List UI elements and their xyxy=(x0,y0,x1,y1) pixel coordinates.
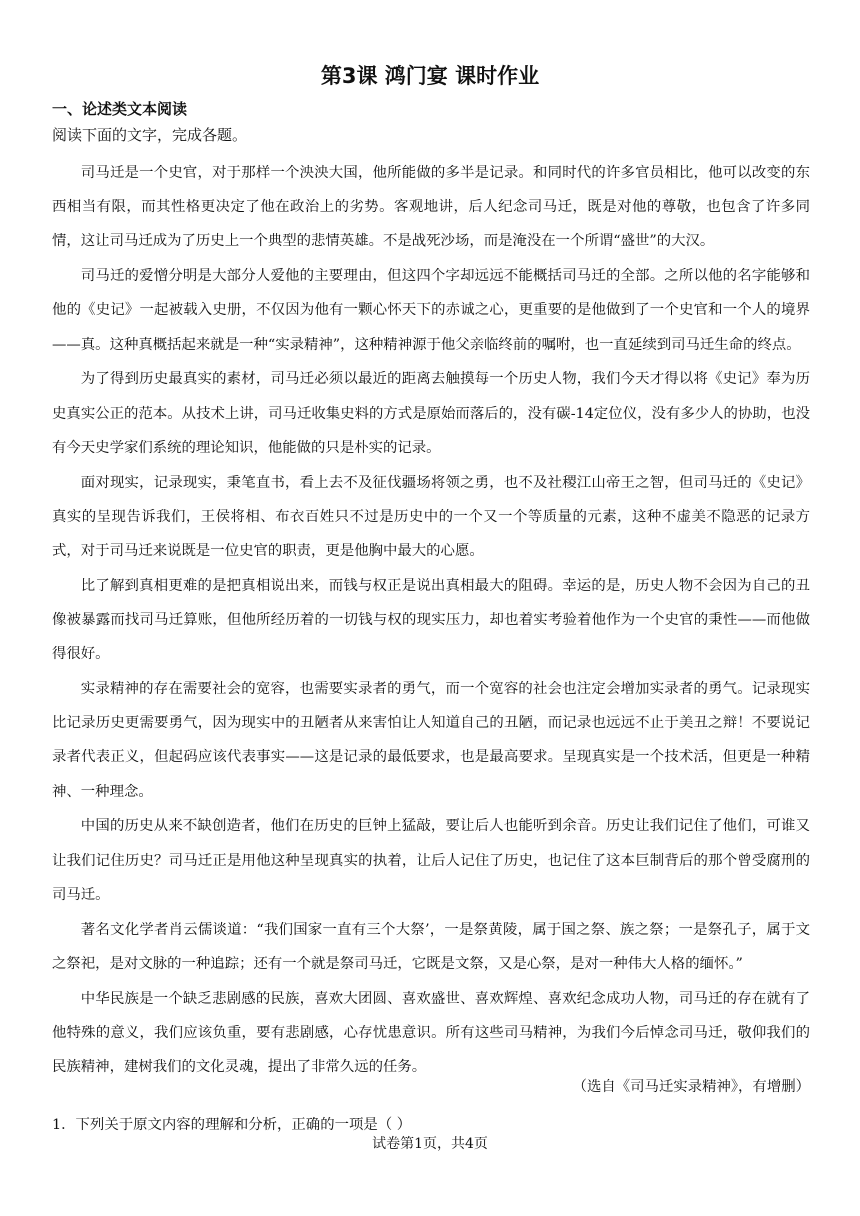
passage-paragraph: 面对现实，记录现实，秉笔直书，看上去不及征伐疆场将领之勇，也不及社稷江山帝王之智，但司马迁的《史记》真实的呈现告诉我们，王侯将相、布衣百姓只不过是历史中的一个又一个等质量的元素，这种不虚美不隐恶的记录方式，对于司马迁来说既是一位史官的职责，更是他胸中最大的心愿。 xyxy=(52,474,810,560)
passage-paragraph: 实录精神的存在需要社会的宽容，也需要实录者的勇气，而一个宽容的社会也注定会增加实录者的勇气。记录现实比记录历史更需要勇气，因为现实中的丑陋者从来害怕让人知道自己的丑陋，而记录也远远不止于美丑之辩！不要说记录者代表正义，但起码应该代表事实——这是记录的最低要求，也是最高要求。呈现真实是一个技术活，但更是一种精神、一种理念。 xyxy=(52,681,810,800)
passage-paragraph: 为了得到历史最真实的素材，司马迁必须以最近的距离去触摸每一个历史人物，我们今天才得以将《史记》奉为历史真实公正的范本。从技术上讲，司马迁收集史料的方式是原始而落后的，没有碳-14定位仪，没有多少人的协助，也没有今天史学家们系统的理论知识，他能做的只是朴实的记录。 xyxy=(52,371,810,456)
passage-paragraph: 中华民族是一个缺乏悲剧感的民族，喜欢大团圆、喜欢盛世、喜欢辉煌、喜欢纪念成功人物，司马迁的存在就有了他特殊的意义，我们应该负重，要有悲剧感，心存忧患意识。所有这些司马精神，为我们今后悼念司马迁，敬仰我们的民族精神，建树我们的文化灵魂，提出了非常久远的任务。 xyxy=(52,990,810,1076)
source-note: （选自《司马迁实录精神》，有增删） xyxy=(572,1079,810,1095)
question-1: 1．下列关于原文内容的理解和分析，正确的一项是（ ） xyxy=(52,1117,412,1133)
passage-paragraph: 中国的历史从来不缺创造者，他们在历史的巨钟上猛敲，要让后人也能听到余音。历史让我们记住了他们，可谁又让我们记住历史？司马迁正是用他这种呈现真实的执着，让后人记住了历史，也记住了这本巨制背后的那个曾受腐刑的司马迁。 xyxy=(52,818,810,903)
passage-paragraph: 司马迁的爱憎分明是大部分人爱他的主要理由，但这四个字却远远不能概括司马迁的全部。之所以他的名字能够和他的《史记》一起被载入史册，不仅因为他有一颗心怀天下的赤诚之心，更重要的是他做到了一个史官和一个人的境界——真。这种真概括起来就是一种“实录精神”，这种精神源于他父亲临终前的嘱咐，也一直延续到司马迁生命的终点。 xyxy=(52,268,810,353)
reading-passage xyxy=(52,156,810,1085)
passage-paragraph: 著名文化学者肖云儒谈道：“我们国家一直有三个大祭’，一是祭黄陵，属于国之祭、族之祭；一是祭孔子，属于文之祭祀，是对文脉的一种追踪；还有一个就是祭司马迁，它既是文祭，又是心祭，是对一种伟大人格的缅怀。” xyxy=(52,921,810,972)
passage-paragraph: 比了解到真相更难的是把真相说出来，而钱与权正是说出真相最大的阻碍。幸运的是，历史人物不会因为自己的丑像被暴露而找司马迁算账，但他所经历着的一切钱与权的现实压力，却也着实考验着他作为一个史官的秉性——而他做得很好。 xyxy=(52,577,810,663)
reading-instruction: 阅读下面的文字，完成各题。 xyxy=(52,126,248,144)
section-heading: 一、论述类文本阅读 xyxy=(52,100,188,118)
page-title: 第3课 鸿门宴 课时作业 xyxy=(320,64,540,88)
passage-paragraph: 司马迁是一个史官，对于那样一个泱泱大国，他所能做的多半是记录。和同时代的许多官员相比，他可以改变的东西相当有限，而其性格更决定了他在政治上的劣势。客观地讲，后人纪念司马迁，既是对他的尊敬，也包含了许多同情，这让司马迁成为了历史上一个典型的悲情英雄。不是战死沙场，而是淹没在一个所谓“盛世”的大汉。 xyxy=(52,165,810,250)
page-footer: 试卷第1页，共4页 xyxy=(372,1136,488,1152)
